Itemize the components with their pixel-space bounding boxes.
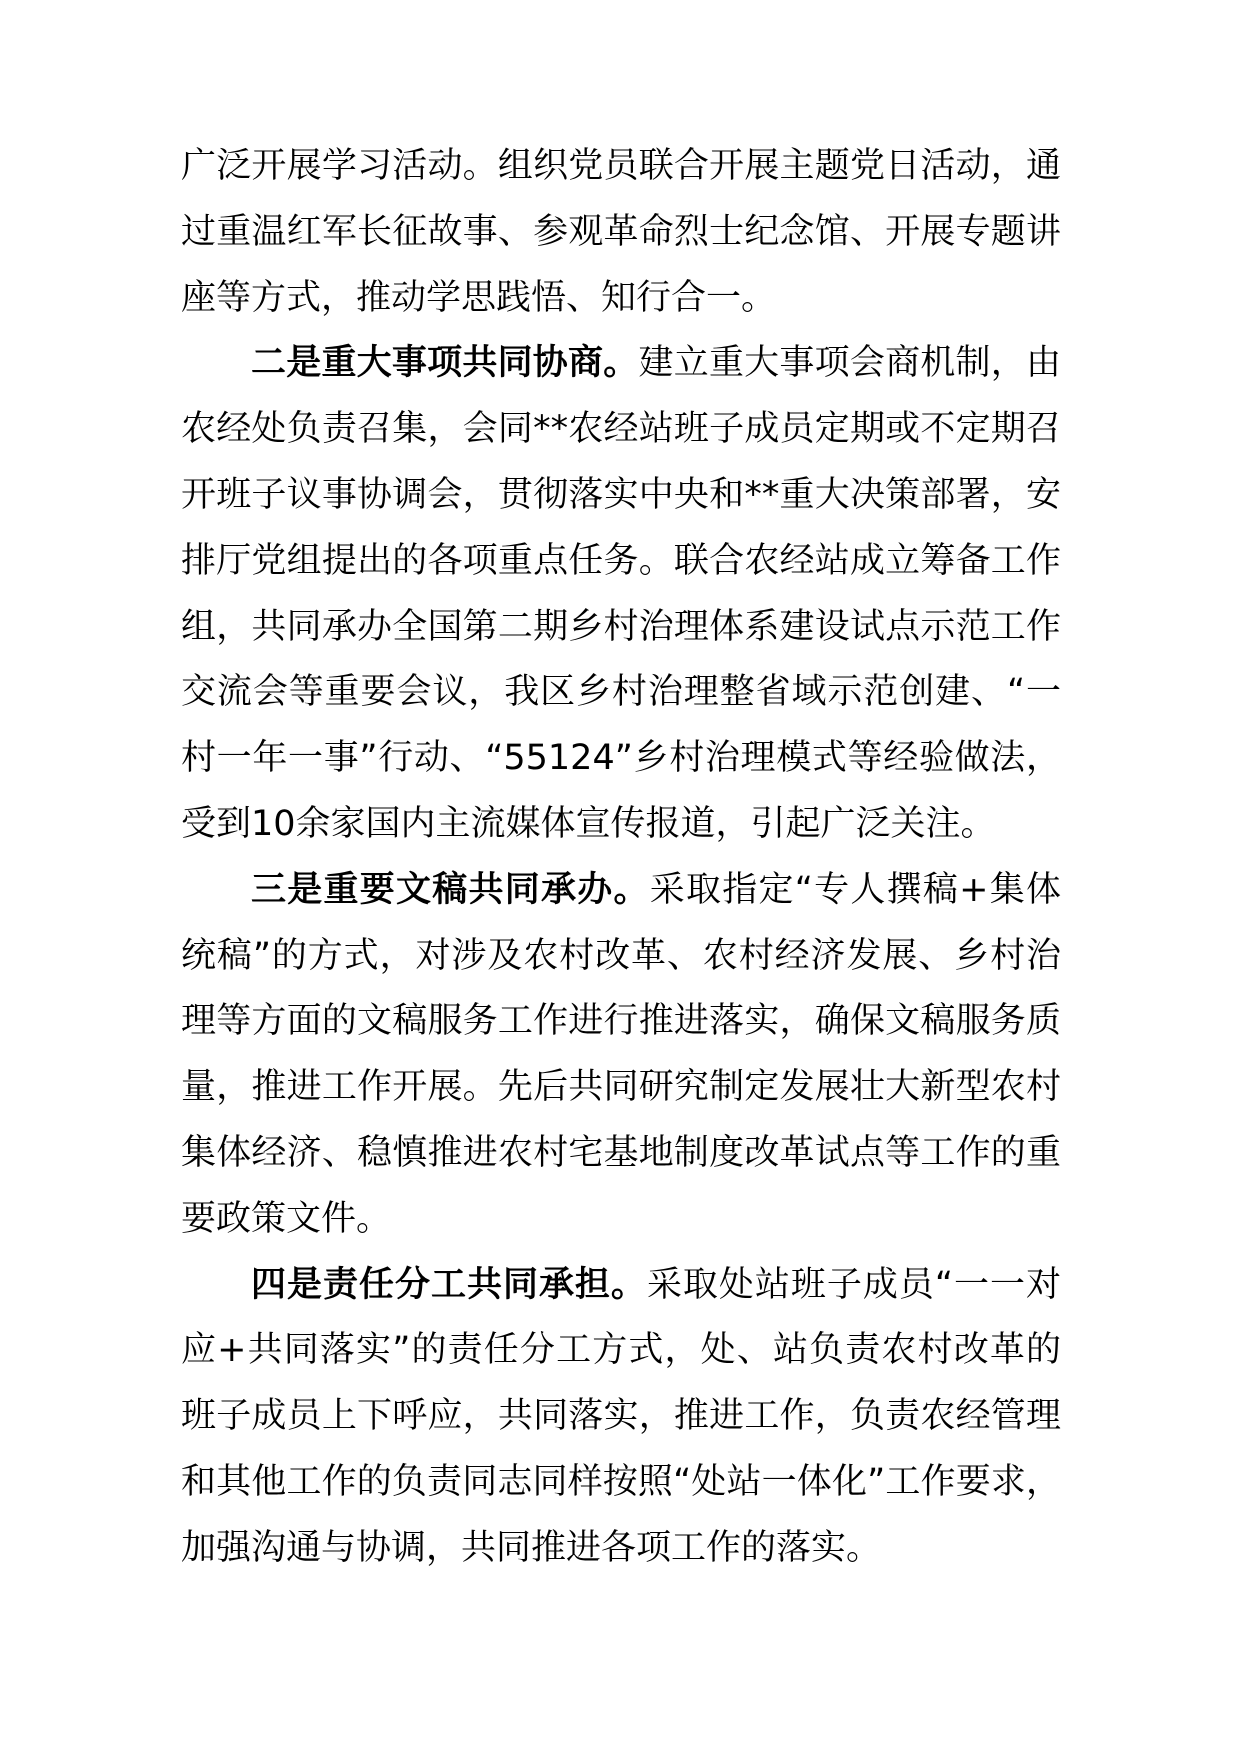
paragraph-body: 采取指定“专人撰稿+集体统稿”的方式，对涉及农村改革、农村经济发展、乡村治理等方面的文稿服务工作进行推进落实，确保文稿服务质量，推进工作开展。先后共同研究制定发展壮大新型农村集体经济、稳慎推进农村宅基地制度改革试点等工作的重要政策文件。 — [181, 869, 1061, 1239]
paragraph-body: 采取处站班子成员“一一对应+共同落实”的责任分工方式，处、站负责农村改革的班子成员上下呼应，共同落实，推进工作，负责农经管理和其他工作的负责同志同样按照“处站一体化”工作要求，加强沟通与协调，共同推进各项工作的落实。 — [181, 1264, 1061, 1568]
paragraph-major-matters — [181, 331, 1061, 857]
paragraph-heading: 三是重要文稿共同承办。 — [251, 869, 650, 910]
document-body — [181, 134, 1061, 1582]
paragraph-body: 建立重大事项会商机制，由农经处负责召集，会同**农经站班子成员定期或不定期召开班子议事协调会，贯彻落实中央和**重大决策部署，安排厅党组提出的各项重点任务。联合农经站成立筹备工作组，共同承办全国第二期乡村治理体系建设试点示范工作交流会等重要会议，我区乡村治理整省域示范创建、“一村一年一事”行动、“55124”乡村治理模式等经验做法，受到10余家国内主流媒体宣传报道，引起广泛关注。 — [181, 343, 1061, 844]
paragraph-continuation — [181, 134, 1061, 331]
paragraph-body: 广泛开展学习活动。组织党员联合开展主题党日活动，通过重温红军长征故事、参观革命烈士纪念馆、开展专题讲座等方式，推动学思践悟、知行合一。 — [181, 146, 1061, 318]
paragraph-heading: 二是重大事项共同协商。 — [251, 343, 639, 384]
paragraph-important-documents — [181, 858, 1061, 1253]
paragraph-responsibility-division — [181, 1253, 1061, 1582]
paragraph-heading: 四是责任分工共同承担。 — [251, 1264, 647, 1305]
